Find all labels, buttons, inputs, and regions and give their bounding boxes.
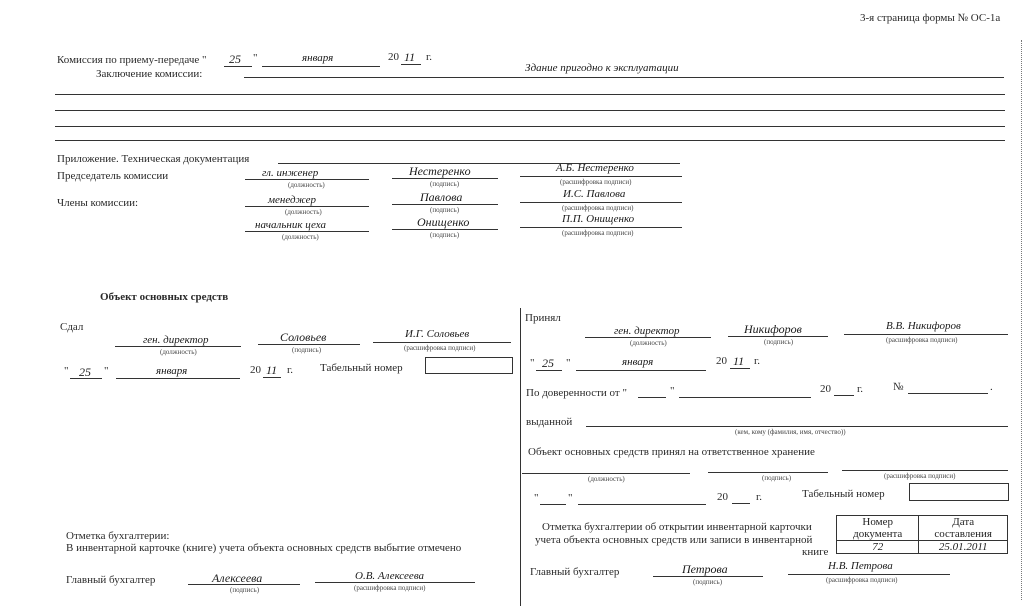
poa-label: По доверенности от " [526, 387, 627, 399]
commission-year-suffix: 11 [404, 50, 416, 64]
appendix-label: Приложение. Техническая документация [57, 153, 250, 165]
received-label: Принял [525, 312, 561, 324]
handed-tab-label: Табельный номер [320, 362, 403, 374]
received-year-suffix: 11 [733, 354, 745, 368]
col-doc-date-header: Дата составления [919, 516, 1008, 541]
chairman-label: Председатель комиссии [57, 170, 169, 182]
member1-signature: Павлова [420, 190, 463, 204]
conclusion-text: Здание пригодно к эксплуатации [525, 62, 679, 74]
acc-left-text: В инвентарной карточке (книге) учета объекта основных средств выбытие отмечено [66, 542, 462, 554]
acc-right-table [836, 515, 1008, 554]
acc-right-decoded: Н.В. Петрова [828, 560, 893, 572]
handed-decoded: И.Г. Соловьев [405, 328, 470, 340]
member2-position: начальник цеха [255, 219, 326, 231]
commission-day: 25 [229, 52, 241, 66]
chairman-decoded: А.Б. Нестеренко [556, 162, 634, 174]
chairman-signature: Нестеренко [409, 164, 471, 178]
received-position: ген. директор [614, 325, 680, 337]
member1-decoded: И.С. Павлова [563, 188, 626, 200]
issued-label: выданной [526, 416, 573, 428]
acc-right-line2: учета объекта основных средств или записи в инвентарной [535, 534, 813, 546]
member2-decoded: П.П. Онищенко [562, 213, 635, 225]
received-month: января [622, 356, 654, 368]
acc-right-signature: Петрова [682, 562, 728, 576]
handed-position: ген. директор [143, 334, 209, 346]
members-label: Члены комиссии: [57, 197, 139, 209]
acc-left-chief-label: Главный бухгалтер [66, 574, 156, 586]
member2-signature: Онищенко [417, 215, 470, 229]
doc-number-value: 72 [837, 541, 919, 554]
received-decoded: В.В. Никифоров [886, 320, 961, 332]
received-day: 25 [542, 356, 554, 370]
member1-position: менеджер [268, 194, 317, 206]
chairman-position: гл. инженер [262, 167, 319, 179]
acc-left-signature: Алексеева [212, 571, 263, 585]
received-signature: Никифоров [744, 322, 802, 336]
handed-tab-field[interactable] [425, 357, 513, 374]
col-doc-number-header: Номер документа [837, 516, 919, 541]
handed-year-suffix: 11 [266, 363, 278, 377]
custody-label: Объект основных средств принял на ответственное хранение [528, 446, 815, 458]
commission-year-prefix: 20 [388, 51, 399, 63]
handed-day: 25 [79, 365, 91, 379]
acc-right-line1: Отметка бухгалтерии об открытии инвентарной карточки [542, 521, 812, 533]
acc-right-chief-label: Главный бухгалтер [530, 566, 620, 578]
commission-month: января [302, 52, 334, 64]
page-label: 3-я страница формы № ОС-1а [860, 12, 1001, 24]
commission-label: Комиссия по приему-передаче " [57, 54, 207, 66]
received-tab-field[interactable] [909, 483, 1009, 501]
acc-left-label: Отметка бухгалтерии: [66, 530, 170, 542]
asset-section-title: Объект основных средств [100, 291, 229, 303]
received-tab-label: Табельный номер [802, 488, 885, 500]
acc-right-line3: книге [802, 546, 829, 558]
conclusion-label: Заключение комиссии: [96, 68, 203, 80]
doc-date-value: 25.01.2011 [919, 541, 1008, 554]
handed-label: Сдал [60, 321, 84, 333]
acc-left-decoded: О.В. Алексеева [355, 570, 425, 582]
handed-signature: Соловьев [280, 330, 327, 344]
handed-month: января [156, 365, 188, 377]
